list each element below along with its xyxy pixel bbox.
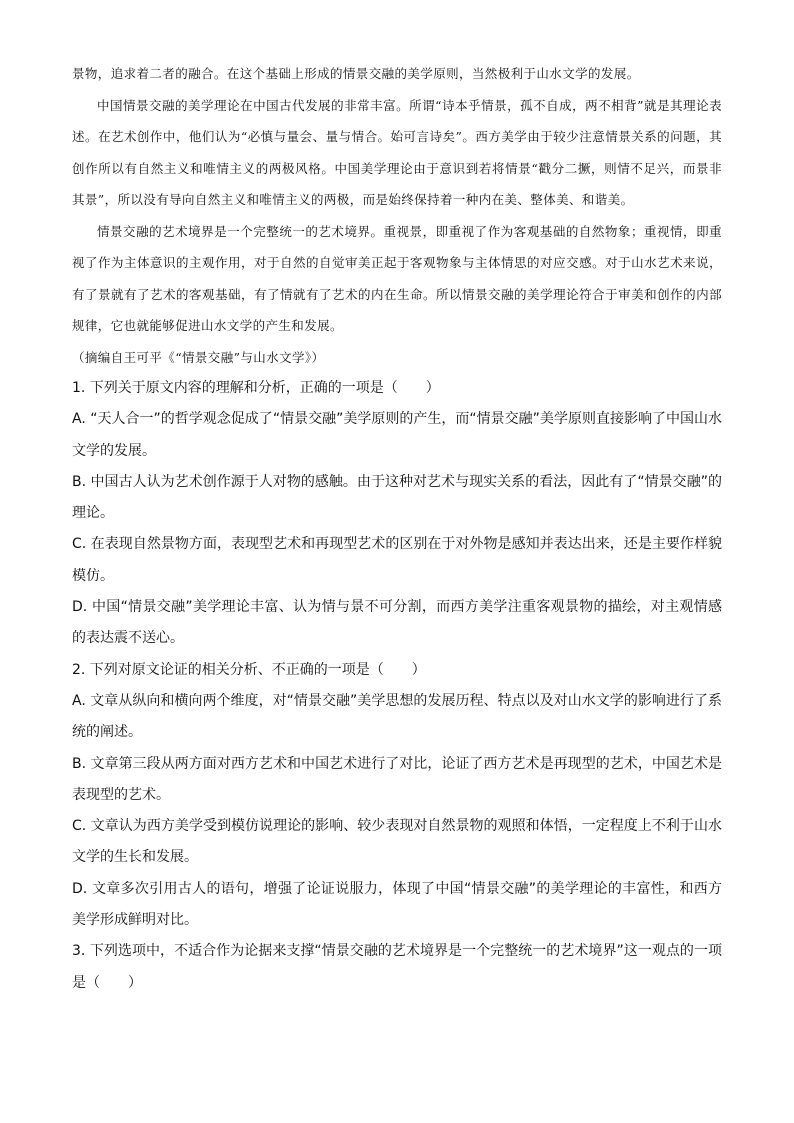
question-stem: 3. 下列选项中，不适合作为论据来支撑“情景交融的艺术境界是一个完整统一的艺术境界”这一观点的一项是（ ） [72,943,722,991]
option-d: D. 文章多次引用古人的语句，增强了论证说服力，体现了中国“情景交融”的美学理论的丰富性，和西方美学形成鲜明对比。 [72,880,722,929]
option-d: D. 中国“情景交融”美学理论丰富、认为情与景不可分割，而西方美学注重客观景物的描绘，对主观情感的表达震不送心。 [72,599,722,647]
passage-paragraph-1: 景物，追求着二者的融合。在这个基础上形成的情景交融的美学原则，当然极利于山水文学的发展。 [72,66,640,81]
passage-paragraph-2: 中国情景交融的美学理论在中国古代发展的非常丰富。所谓“诗本乎情景，孤不自成，两不相背”就是其理论表述。在艺术创作中，他们认为“必慎与量会、量与情合。始可言诗矣”。西方美学由于较少注意情景关系的问题，其创作所以有自然主义和唯情主义的两极风格。中国美学理论由于意识到若将情景“戳分二撅，则情不足兴，而景非其景”，所以没有导向自然主义和唯情主义的两极，而是始终保持着一种内在美、整体美、和谐美。 [72,97,722,207]
option-a: A. “天人合一”的哲学观念促成了“情景交融”美学原则的产生，而“情景交融”美学原则直接影响了中国山水文学的发展。 [72,411,722,459]
reading-passage [72,58,722,373]
option-c: C. 在表现自然景物方面，表现型艺术和再现型艺术的区别在于对外物是感知并表达出来，还是主要作样貌模仿。 [72,536,722,584]
question-stem: 2. 下列对原文论证的相关分析、不正确的一项是（ ） [72,661,426,678]
question-stem: 1. 下列关于原文内容的理解和分析，正确的一项是（ ） [72,380,440,396]
option-a: A. 文章从纵向和横向两个维度，对“情景交融”美学思想的发展历程、特点以及对山水文学的影响进行了系统的阐述。 [72,692,722,741]
question-3 [72,936,722,999]
option-c: C. 文章认为西方美学受到模仿说理论的影响、较少表现对自然景物的观照和体悟，一定程度上不利于山水文学的生长和发展。 [72,818,722,866]
option-b: B. 中国古人认为艺术创作源于人对物的感触。由于这种对艺术与现实关系的看法，因此有了“情景交融”的理论。 [72,473,722,522]
question-2 [72,655,722,937]
passage-paragraph-3: 情景交融的艺术境界是一个完整统一的艺术境界。重视景，即重视了作为客观基础的自然物象；重视情，即重视了作为主体意识的主观作用，对于自然的自觉审美正起于客观物象与主体情思的对应交感。对于山水艺术来说，有了景就有了艺术的客观基础，有了情就有了艺术的内在生命。所以情景交融的美学理论符合于审美和创作的内部规律，它也就能够促进山水文学的产生和发展。 [72,223,722,333]
document-page [72,0,722,999]
question-list [72,373,722,999]
option-b: B. 文章第三段从两方面对西方艺术和中国艺术进行了对比，论证了西方艺术是再现型的艺术，中国艺术是表现型的艺术。 [72,755,722,803]
question-1 [72,373,722,655]
passage-source: （摘编自王可平《“情景交融”与山水文学》） [72,349,325,365]
